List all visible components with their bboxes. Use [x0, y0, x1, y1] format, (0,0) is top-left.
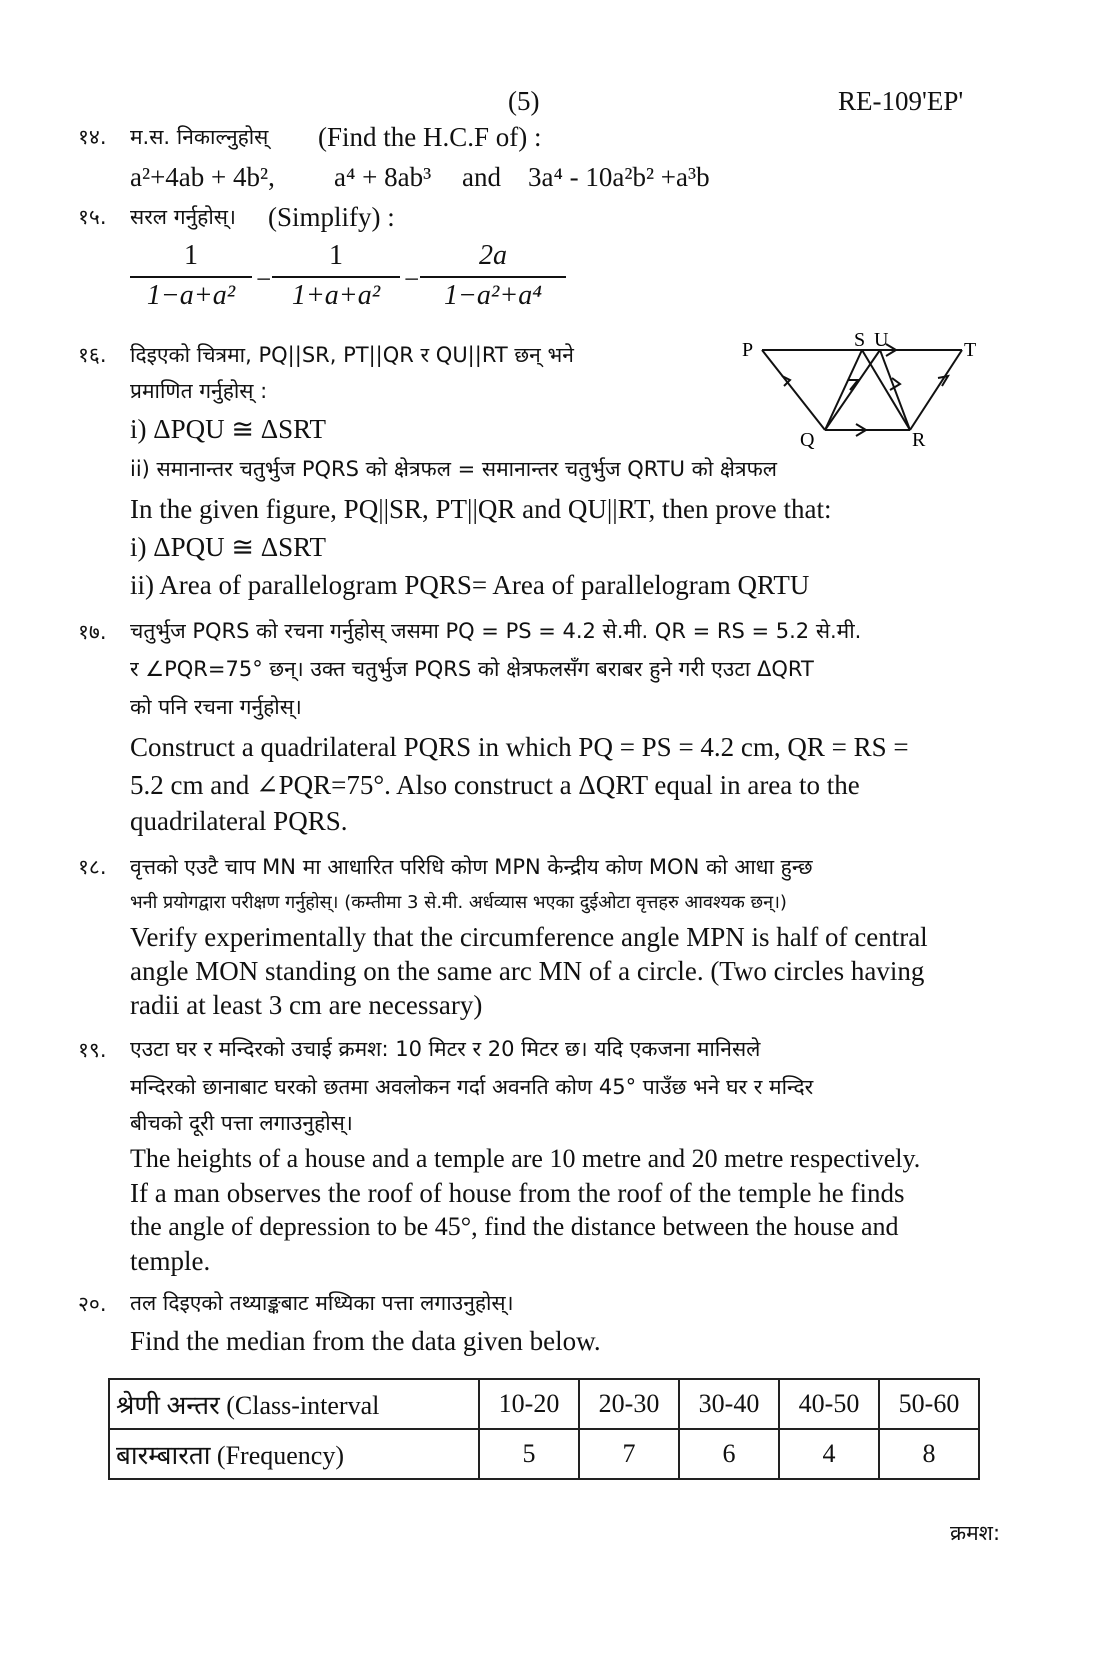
- question-text-np: प्रमाणित गर्नुहोस् :: [130, 379, 268, 403]
- question-number: २०.: [78, 1292, 107, 1316]
- question-text-np: र ∠PQR=75° छन्। उक्त चतुर्भुज PQRS को क्षेत्रफलसँग बराबर हुने गरी एउटा ΔQRT: [130, 657, 814, 681]
- proof-part-1: i) ΔPQU ≅ ΔSRT: [130, 414, 327, 444]
- parallelogram-figure: [740, 330, 980, 450]
- english-intro: In the given figure, PQ||SR, PT||QR and QU||RT, then prove that:: [130, 494, 832, 524]
- page-number: (5): [508, 86, 540, 116]
- table-row: [109, 1379, 979, 1429]
- frequency-cell: 6: [679, 1429, 779, 1479]
- table-header-cell: बारम्बारता (Frequency): [109, 1429, 479, 1479]
- expression-3: 3a⁴ - 10a²b² +a³b: [528, 162, 710, 192]
- question-number: १४.: [78, 125, 107, 149]
- expression-1: a²+4ab + 4b²,: [130, 162, 275, 192]
- english-part-1: i) ΔPQU ≅ ΔSRT: [130, 532, 327, 562]
- question-text-np: दिइएको चित्रमा, PQ||SR, PT||QR र QU||RT छन् भने: [130, 343, 574, 367]
- question-text-en: angle MON standing on the same arc MN of a circle. (Two circles having: [130, 956, 925, 986]
- english-part-2: ii) Area of parallelogram PQRS= Area of parallelogram QRTU: [130, 570, 810, 600]
- class-interval-cell: 40-50: [779, 1379, 879, 1429]
- question-text-en: radii at least 3 cm are necessary): [130, 990, 483, 1020]
- question-text-np: वृत्तको एउटै चाप MN मा आधारित परिधि कोण MPN केन्द्रीय कोण MON को आधा हुन्छ: [130, 855, 813, 879]
- and-text: and: [462, 162, 501, 192]
- question-text-en: the angle of depression to be 45°, find the distance between the house and: [130, 1212, 899, 1241]
- expression-2: a⁴ + 8ab³: [334, 162, 432, 192]
- question-text-en: temple.: [130, 1246, 211, 1276]
- question-text-en: If a man observes the roof of house from the roof of the temple he finds: [130, 1178, 905, 1208]
- question-number: १८.: [78, 855, 107, 879]
- question-text-en: The heights of a house and a temple are 10 metre and 20 metre respectively.: [130, 1144, 921, 1173]
- question-text-np: म.स. निकाल्नुहोस्: [130, 125, 269, 149]
- label-t: T: [964, 339, 977, 361]
- question-text-np: बीचको दूरी पत्ता लगाउनुहोस्।: [130, 1111, 353, 1135]
- class-interval-cell: 10-20: [479, 1379, 579, 1429]
- fraction-1: 1 1−a+a²: [130, 240, 252, 316]
- question-text-en: 5.2 cm and ∠PQR=75°. Also construct a ΔQRT equal in area to the: [130, 770, 860, 800]
- question-number: १७.: [78, 620, 107, 644]
- proof-part-2-np: ii) समानान्तर चतुर्भुज PQRS को क्षेत्रफल = समानान्तर चतुर्भुज QRTU को क्षेत्रफल: [130, 457, 778, 481]
- class-interval-cell: 30-40: [679, 1379, 779, 1429]
- question-text-en: Verify experimentally that the circumference angle MPN is half of central: [130, 922, 928, 952]
- frequency-cell: 8: [879, 1429, 979, 1479]
- label-u: U: [874, 330, 889, 351]
- fraction-3: 2a 1−a²+a⁴: [420, 240, 566, 316]
- frequency-cell: 7: [579, 1429, 679, 1479]
- class-interval-cell: 20-30: [579, 1379, 679, 1429]
- table-header-cell: श्रेणी अन्तर (Class-interval: [109, 1379, 479, 1429]
- minus-sign: −: [404, 264, 420, 294]
- question-text-np: भनी प्रयोगद्वारा परीक्षण गर्नुहोस्। (कम्तीमा 3 से.मी. अर्धव्यास भएका दुईओटा वृत्तहरु आवश्यक छन्।): [130, 892, 787, 913]
- frequency-cell: 5: [479, 1429, 579, 1479]
- question-text-en: (Simplify) :: [268, 202, 395, 232]
- question-text-en: (Find the H.C.F of) :: [318, 122, 542, 152]
- question-text-np: चतुर्भुज PQRS को रचना गर्नुहोस् जसमा PQ = PS = 4.2 से.मी. QR = RS = 5.2 से.मी.: [130, 619, 862, 643]
- question-text-np: तल दिइएको तथ्याङ्कबाट मध्यिका पत्ता लगाउनुहोस्।: [130, 1291, 514, 1315]
- label-s: S: [854, 330, 866, 351]
- question-number: १६.: [78, 343, 107, 367]
- fraction-2: 1 1+a+a²: [272, 240, 400, 316]
- label-r: R: [912, 429, 926, 450]
- label-p: P: [742, 339, 754, 361]
- question-text-np: मन्दिरको छानाबाट घरको छतमा अवलोकन गर्दा अवनति कोण 45° पाउँछ भने घर र मन्दिर: [130, 1075, 814, 1099]
- class-interval-cell: 50-60: [879, 1379, 979, 1429]
- paper-code: RE-109'EP': [838, 86, 964, 116]
- table-row: [109, 1429, 979, 1479]
- question-text-en: quadrilateral PQRS.: [130, 806, 348, 836]
- frequency-table: [108, 1378, 980, 1480]
- question-text-np: सरल गर्नुहोस्।: [130, 205, 236, 229]
- frequency-cell: 4: [779, 1429, 879, 1479]
- question-number: १५.: [78, 205, 107, 229]
- question-number: १९.: [78, 1038, 107, 1062]
- question-text-np: एउटा घर र मन्दिरको उचाई क्रमश: 10 मिटर र 20 मिटर छ। यदि एकजना मानिसले: [130, 1037, 761, 1061]
- minus-sign: −: [256, 264, 272, 294]
- continued-label: क्रमश:: [950, 1521, 1001, 1545]
- question-text-en: Construct a quadrilateral PQRS in which PQ = PS = 4.2 cm, QR = RS =: [130, 732, 909, 762]
- question-text-np: को पनि रचना गर्नुहोस्।: [130, 695, 302, 719]
- question-text-en: Find the median from the data given below.: [130, 1326, 601, 1356]
- label-q: Q: [800, 429, 815, 450]
